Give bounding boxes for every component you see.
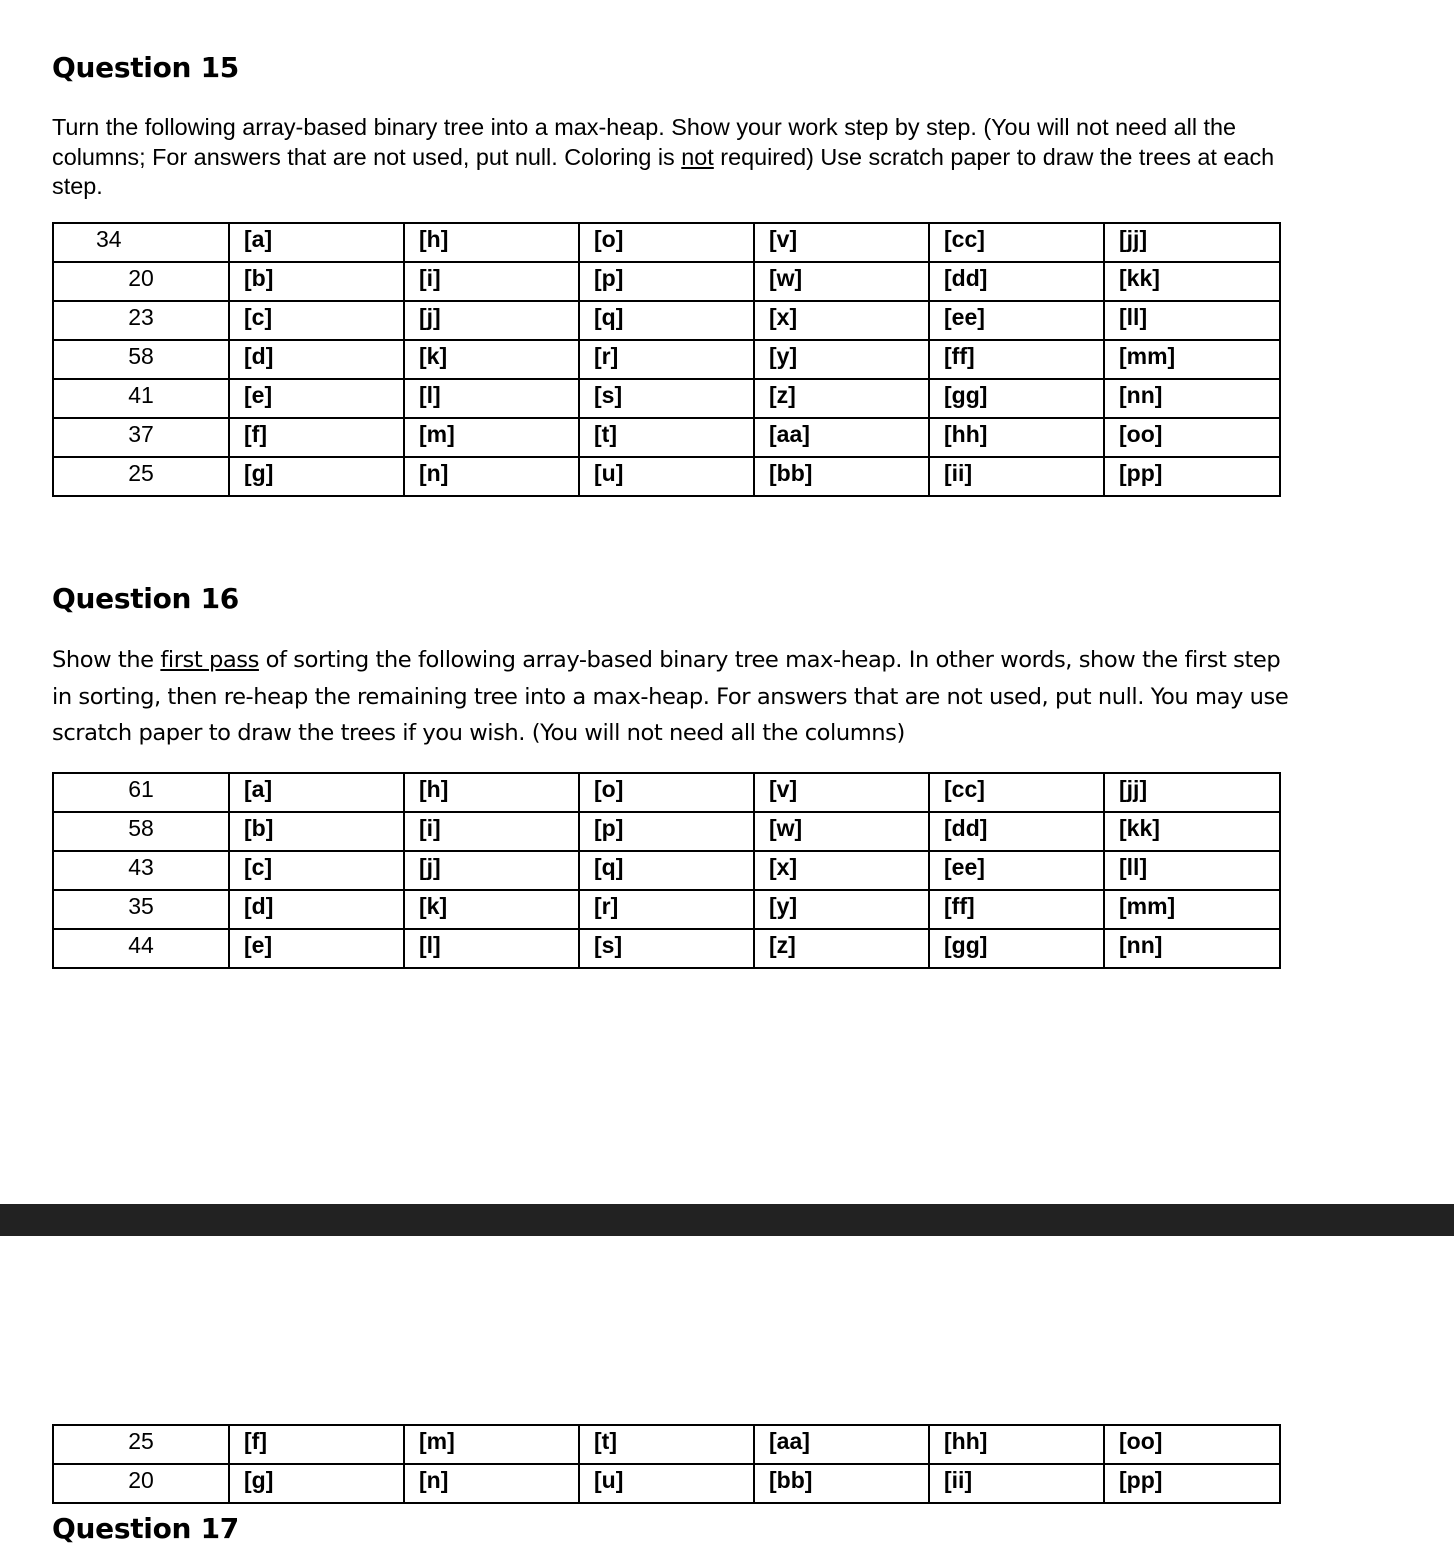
table-row [53, 340, 1280, 379]
answer-blank-cell[interactable]: [aa] [754, 418, 929, 457]
answer-blank-cell[interactable]: [dd] [929, 262, 1104, 301]
question-15-title: Question 15 [52, 51, 239, 84]
table-row [53, 379, 1280, 418]
answer-blank-cell[interactable]: [l] [404, 379, 579, 418]
question-17-title: Question 17 [52, 1512, 239, 1545]
answer-blank-cell[interactable]: [d] [229, 890, 404, 929]
answer-blank-cell[interactable]: [y] [754, 340, 929, 379]
answer-blank-cell[interactable]: [mm] [1104, 340, 1280, 379]
answer-blank-cell[interactable]: [r] [579, 890, 754, 929]
array-value-cell: 41 [53, 379, 229, 418]
array-value-cell: 25 [53, 457, 229, 496]
answer-blank-cell[interactable]: [nn] [1104, 929, 1280, 968]
answer-blank-cell[interactable]: [v] [754, 223, 929, 262]
answer-blank-cell[interactable]: [s] [579, 929, 754, 968]
page-break-divider [0, 1204, 1454, 1236]
answer-blank-cell[interactable]: [x] [754, 301, 929, 340]
answer-blank-cell[interactable]: [k] [404, 890, 579, 929]
array-value-cell: 58 [53, 812, 229, 851]
table-row [53, 1464, 1280, 1503]
answer-blank-cell[interactable]: [b] [229, 262, 404, 301]
answer-blank-cell[interactable]: [n] [404, 457, 579, 496]
answer-blank-cell[interactable]: [pp] [1104, 457, 1280, 496]
answer-blank-cell[interactable]: [p] [579, 262, 754, 301]
array-value-cell: 23 [53, 301, 229, 340]
table-row [53, 1425, 1280, 1464]
answer-blank-cell[interactable]: [ii] [929, 457, 1104, 496]
answer-blank-cell[interactable]: [oo] [1104, 418, 1280, 457]
answer-blank-cell[interactable]: [cc] [929, 223, 1104, 262]
answer-blank-cell[interactable]: [p] [579, 812, 754, 851]
answer-blank-cell[interactable]: [kk] [1104, 262, 1280, 301]
answer-blank-cell[interactable]: [g] [229, 457, 404, 496]
table-row [53, 223, 1280, 262]
answer-blank-cell[interactable]: [o] [579, 223, 754, 262]
answer-blank-cell[interactable]: [d] [229, 340, 404, 379]
answer-blank-cell[interactable]: [j] [404, 301, 579, 340]
answer-blank-cell[interactable]: [y] [754, 890, 929, 929]
answer-blank-cell[interactable]: [c] [229, 851, 404, 890]
array-value-cell: 20 [53, 1464, 229, 1503]
answer-blank-cell[interactable]: [bb] [754, 457, 929, 496]
question-15-table [52, 222, 1281, 497]
answer-blank-cell[interactable]: [bb] [754, 1464, 929, 1503]
question-15-instructions: Turn the following array-based binary tree into a max-heap. Show your work step by step. (You will not need all the columns; For answers that are not used, put null. Coloring is not required) Use scratch paper to draw the trees at each step. [52, 114, 1275, 199]
answer-blank-cell[interactable]: [hh] [929, 418, 1104, 457]
answer-blank-cell[interactable]: [l] [404, 929, 579, 968]
answer-blank-cell[interactable]: [b] [229, 812, 404, 851]
answer-blank-cell[interactable]: [pp] [1104, 1464, 1280, 1503]
answer-blank-cell[interactable]: [z] [754, 379, 929, 418]
answer-blank-cell[interactable]: [aa] [754, 1425, 929, 1464]
answer-blank-cell[interactable]: [nn] [1104, 379, 1280, 418]
answer-blank-cell[interactable]: [m] [404, 418, 579, 457]
table-row [53, 851, 1280, 890]
answer-blank-cell[interactable]: [x] [754, 851, 929, 890]
answer-blank-cell[interactable]: [ee] [929, 301, 1104, 340]
answer-blank-cell[interactable]: [ii] [929, 1464, 1104, 1503]
question-16-title: Question 16 [52, 582, 239, 615]
table-row [53, 457, 1280, 496]
answer-blank-cell[interactable]: [f] [229, 1425, 404, 1464]
answer-blank-cell[interactable]: [e] [229, 929, 404, 968]
answer-blank-cell[interactable]: [dd] [929, 812, 1104, 851]
answer-blank-cell[interactable]: [cc] [929, 773, 1104, 812]
array-value-cell: 58 [53, 340, 229, 379]
answer-blank-cell[interactable]: [i] [404, 812, 579, 851]
table-row [53, 418, 1280, 457]
answer-blank-cell[interactable]: [hh] [929, 1425, 1104, 1464]
answer-blank-cell[interactable]: [gg] [929, 929, 1104, 968]
answer-blank-cell[interactable]: [j] [404, 851, 579, 890]
table-row [53, 262, 1280, 301]
answer-blank-cell[interactable]: [m] [404, 1425, 579, 1464]
answer-blank-cell[interactable]: [ff] [929, 340, 1104, 379]
answer-blank-cell[interactable]: [h] [404, 223, 579, 262]
array-value-cell: 43 [53, 851, 229, 890]
answer-blank-cell[interactable]: [q] [579, 301, 754, 340]
answer-blank-cell[interactable]: [kk] [1104, 812, 1280, 851]
answer-blank-cell[interactable]: [jj] [1104, 773, 1280, 812]
array-value-cell: 35 [53, 890, 229, 929]
question-16-table [52, 772, 1281, 969]
table-row [53, 929, 1280, 968]
answer-blank-cell[interactable]: [ll] [1104, 851, 1280, 890]
table-row [53, 301, 1280, 340]
question-16-table-continued [52, 1424, 1281, 1504]
answer-blank-cell[interactable]: [c] [229, 301, 404, 340]
answer-blank-cell[interactable]: [a] [229, 773, 404, 812]
answer-blank-cell[interactable]: [n] [404, 1464, 579, 1503]
answer-blank-cell[interactable]: [ff] [929, 890, 1104, 929]
table-row [53, 812, 1280, 851]
answer-blank-cell[interactable]: [g] [229, 1464, 404, 1503]
answer-blank-cell[interactable]: [e] [229, 379, 404, 418]
answer-blank-cell[interactable]: [t] [579, 418, 754, 457]
array-value-cell: 44 [53, 929, 229, 968]
answer-blank-cell[interactable]: [f] [229, 418, 404, 457]
answer-blank-cell[interactable]: [w] [754, 812, 929, 851]
answer-blank-cell[interactable]: [r] [579, 340, 754, 379]
array-value-cell: 61 [53, 773, 229, 812]
answer-blank-cell[interactable]: [h] [404, 773, 579, 812]
answer-blank-cell[interactable]: [ll] [1104, 301, 1280, 340]
array-value-cell: 25 [53, 1425, 229, 1464]
table-row [53, 773, 1280, 812]
array-value-cell: 37 [53, 418, 229, 457]
answer-blank-cell[interactable]: [q] [579, 851, 754, 890]
answer-blank-cell[interactable]: [u] [579, 1464, 754, 1503]
array-value-cell: 20 [53, 262, 229, 301]
answer-blank-cell[interactable]: [a] [229, 223, 404, 262]
answer-blank-cell[interactable]: [gg] [929, 379, 1104, 418]
question-16-instructions: Show the first pass of sorting the following array-based binary tree max-heap. In other words, show the first step in sorting, then re-heap the remaining tree into a max-heap. For answers that are not used, put null. You may use scratch paper to draw the trees if you wish. (You will not need all the columns) [52, 647, 1289, 746]
answer-blank-cell[interactable]: [i] [404, 262, 579, 301]
answer-blank-cell[interactable]: [o] [579, 773, 754, 812]
answer-blank-cell[interactable]: [oo] [1104, 1425, 1280, 1464]
answer-blank-cell[interactable]: [jj] [1104, 223, 1280, 262]
array-value-cell: 34 [53, 223, 229, 262]
answer-blank-cell[interactable]: [ee] [929, 851, 1104, 890]
answer-blank-cell[interactable]: [z] [754, 929, 929, 968]
answer-blank-cell[interactable]: [s] [579, 379, 754, 418]
answer-blank-cell[interactable]: [w] [754, 262, 929, 301]
answer-blank-cell[interactable]: [mm] [1104, 890, 1280, 929]
answer-blank-cell[interactable]: [k] [404, 340, 579, 379]
answer-blank-cell[interactable]: [t] [579, 1425, 754, 1464]
table-row [53, 890, 1280, 929]
answer-blank-cell[interactable]: [u] [579, 457, 754, 496]
answer-blank-cell[interactable]: [v] [754, 773, 929, 812]
